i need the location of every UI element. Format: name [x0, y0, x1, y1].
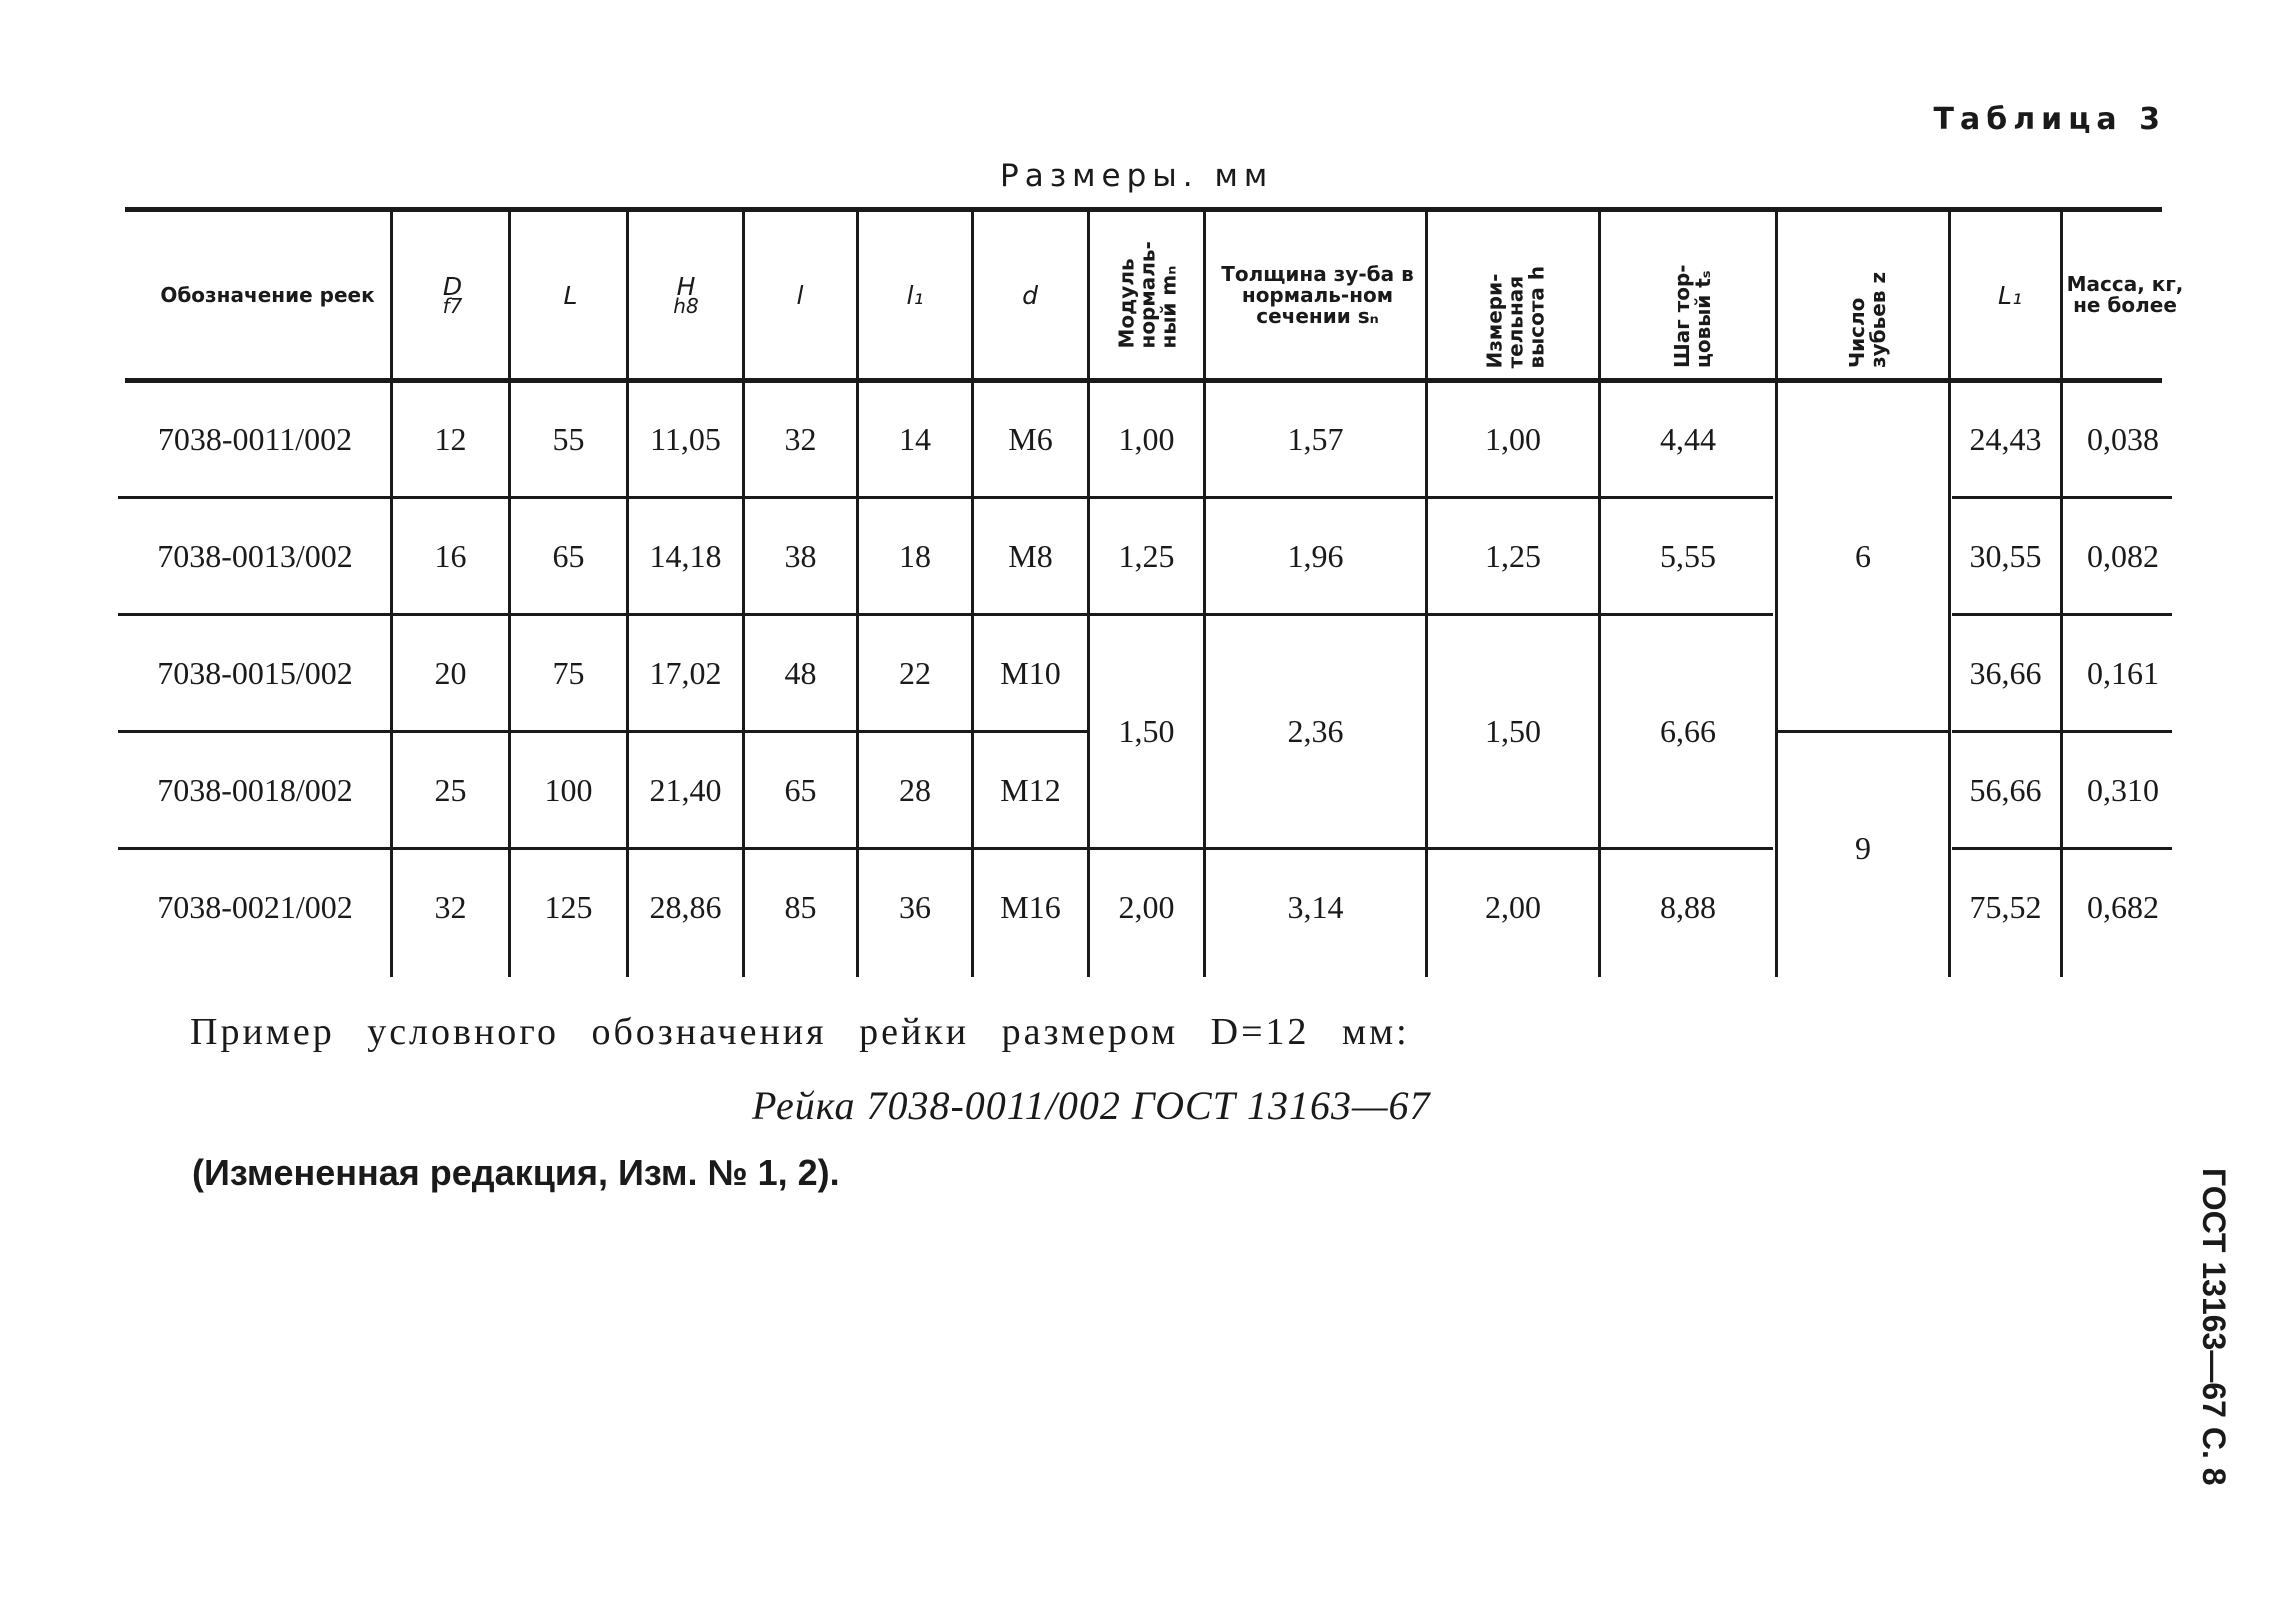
cell-L1: 56,66: [1969, 771, 2042, 808]
cell-L: 55: [552, 420, 585, 457]
header-H: [630, 260, 742, 330]
cell-L: 75: [552, 654, 585, 691]
cell-pitch: 6,66: [1660, 713, 1716, 749]
cell-designation: 7038-0011/002: [157, 420, 353, 457]
cell-l: 38: [784, 537, 817, 574]
cell-H: 21,40: [649, 771, 722, 808]
cell-l1: 14: [899, 420, 931, 457]
header-mass: Масса, кг, не более: [2066, 272, 2184, 317]
cell-H: 11,05: [650, 420, 721, 457]
header-l1: l₁: [906, 280, 924, 310]
cell-tooth-thickness: 1,96: [1287, 537, 1344, 574]
cell-l1: 36: [899, 888, 931, 925]
header-D-tolerance: f7: [442, 293, 463, 318]
cell-D: 32: [434, 888, 467, 925]
cell-mass: 0,082: [2087, 537, 2159, 574]
cell-d: M6: [1008, 420, 1053, 457]
cell-L: 125: [544, 888, 593, 925]
cell-L1: 36,66: [1969, 654, 2042, 691]
cell-tooth-thickness: 3,14: [1287, 888, 1344, 925]
cell-d: M16: [1000, 888, 1061, 925]
header-L1: L₁: [1998, 280, 2022, 310]
cell-D: 20: [434, 654, 467, 691]
header-L: L: [563, 280, 578, 310]
header-teeth-count: Число зубьев z: [1844, 271, 1890, 368]
cell-measuring-height: 1,00: [1485, 420, 1541, 457]
header-d: d: [1022, 280, 1038, 310]
header-H-tolerance: h8: [673, 293, 699, 318]
cell-d: M10: [1000, 654, 1061, 691]
side-reference: ГОСТ 13163—67 С. 8: [2196, 1168, 2232, 1486]
cell-module: 2,00: [1118, 888, 1175, 925]
cell-D: 25: [434, 771, 467, 808]
cell-l1: 18: [899, 537, 931, 574]
cell-d: M12: [1000, 771, 1061, 808]
cell-L: 100: [544, 771, 593, 808]
cell-l: 32: [784, 420, 817, 457]
header-module: Модуль нормаль-ный mₙ: [1114, 240, 1181, 348]
cell-pitch: 5,55: [1660, 537, 1716, 574]
cell-tooth-thickness: 2,36: [1287, 713, 1344, 749]
cell-mass: 0,682: [2087, 888, 2159, 925]
cell-teeth-count: 9: [1855, 830, 1871, 866]
cell-H: 28,86: [649, 888, 722, 925]
cell-designation: 7038-0015/002: [157, 654, 353, 691]
cell-L1: 24,43: [1969, 420, 2042, 457]
cell-pitch: 8,88: [1660, 888, 1716, 925]
cell-mass: 0,038: [2087, 420, 2159, 457]
cell-l: 65: [784, 771, 817, 808]
cell-L1: 75,52: [1969, 888, 2042, 925]
cell-mass: 0,310: [2087, 771, 2159, 808]
cell-module: 1,50: [1118, 713, 1175, 749]
cell-H: 17,02: [649, 654, 722, 691]
cell-H: 14,18: [649, 537, 722, 574]
header-designation: Обозначение реек: [160, 282, 375, 307]
header-D: [395, 260, 510, 330]
designation-example: Рейка 7038-0011/002 ГОСТ 13163—67: [752, 1083, 1431, 1128]
table-caption: Размеры. мм: [1000, 158, 1274, 194]
cell-module: 1,25: [1118, 537, 1175, 574]
header-tooth-thickness: Толщина зу-ба в нормаль-ном сечении sₙ: [1221, 261, 1414, 328]
cell-measuring-height: 1,25: [1485, 537, 1541, 574]
cell-L: 65: [552, 537, 585, 574]
cell-l: 48: [784, 654, 817, 691]
cell-l1: 22: [899, 654, 931, 691]
example-text: Пример условного обозначения рейки размером D=12 мм:: [190, 1011, 1410, 1053]
header-D-symbol: D: [442, 271, 463, 301]
table-label: Таблица 3: [1933, 102, 2166, 137]
cell-designation: 7038-0018/002: [157, 771, 353, 808]
cell-tooth-thickness: 1,57: [1287, 420, 1344, 457]
header-l: l: [796, 280, 804, 310]
cell-designation: 7038-0013/002: [157, 537, 353, 574]
cell-D: 12: [434, 420, 467, 457]
cell-measuring-height: 2,00: [1485, 888, 1541, 925]
cell-measuring-height: 1,50: [1485, 713, 1541, 749]
cell-teeth-count: 6: [1855, 537, 1871, 574]
cell-designation: 7038-0021/002: [157, 888, 353, 925]
cell-mass: 0,161: [2087, 654, 2159, 691]
cell-pitch: 4,44: [1660, 420, 1716, 457]
revision-note: (Измененная редакция, Изм. № 1, 2).: [192, 1152, 840, 1193]
cell-D: 16: [434, 537, 467, 574]
cell-module: 1,00: [1118, 420, 1175, 457]
header-measuring-height: Измери-тельная высота h: [1482, 265, 1548, 368]
cell-l1: 28: [899, 771, 931, 808]
cell-d: M8: [1008, 537, 1053, 574]
cell-L1: 30,55: [1969, 537, 2042, 574]
cell-l: 85: [784, 888, 817, 925]
header-H-symbol: H: [676, 271, 696, 301]
header-pitch: Шаг тор-цовый tₛ: [1669, 264, 1715, 368]
